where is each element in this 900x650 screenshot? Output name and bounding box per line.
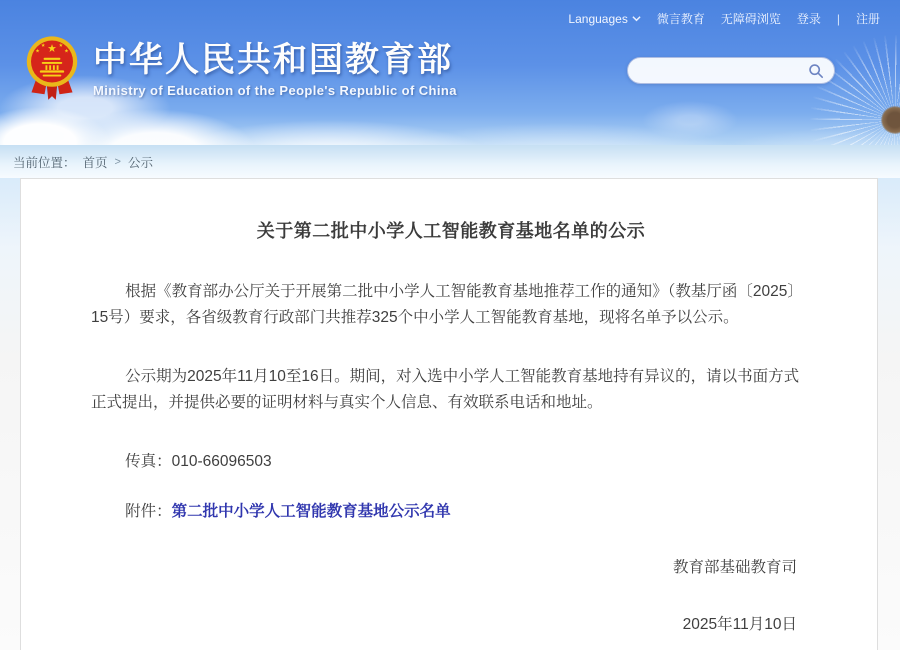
notice-paragraph-2: 公示期为2025年11月10至16日。期间，对入选中小学人工智能教育基地持有异议的，请以书面方式正式提出，并提供必要的证明材料与真实个人信息、有效联系电话和地址。 [91,368,800,411]
notice-signer: 教育部基础教育司 [672,559,797,576]
site-header [0,0,900,145]
notice-paragraph-1: 根据《教育部办公厅关于开展第二批中小学人工智能教育基地推荐工作的通知》（教基厅函〔2025〕15号）要求，各省级教育行政部门共推荐325个中小学人工智能教育基地，现将名单予以公示。 [91,283,803,326]
attachment-label: 附件： [125,503,172,520]
attachment-line [91,499,811,525]
breadcrumb [0,145,900,178]
notice-card [20,178,878,650]
chevron-down-icon [632,14,641,23]
fax-number: 010-66096503 [171,453,272,470]
fax-label: 传真： [125,453,172,470]
breadcrumb-label: 当前位置： [13,155,76,170]
national-emblem-icon [24,34,80,104]
fax-line [91,449,811,475]
nav-register[interactable]: 注册 [855,12,880,26]
page-body [0,178,900,650]
nav-separator: | [836,11,840,26]
site-subtitle: Ministry of Education of the People's Republic of China [93,83,457,98]
search-input[interactable] [642,63,806,78]
notice-title: 关于第二批中小学人工智能教育基地名单的公示 [256,221,646,241]
attachment-link[interactable]: 第二批中小学人工智能教育基地公示名单 [171,503,451,520]
top-nav [568,10,880,27]
dandelion-decoration [810,35,900,145]
breadcrumb-separator: > [114,155,121,168]
languages-label: Languages [568,11,628,26]
breadcrumb-current[interactable]: 公示 [127,155,153,170]
languages-menu[interactable] [568,12,640,26]
nav-accessibility[interactable]: 无障碍浏览 [720,12,781,26]
notice-date: 2025年11月10日 [682,616,797,633]
site-logo[interactable] [24,34,457,104]
nav-login[interactable]: 登录 [796,12,821,26]
search-box[interactable] [627,57,835,84]
site-title: 中华人民共和国教育部 [93,41,453,79]
nav-weiyanjiaoyu[interactable]: 微言教育 [656,12,705,26]
breadcrumb-home[interactable]: 首页 [82,155,108,170]
